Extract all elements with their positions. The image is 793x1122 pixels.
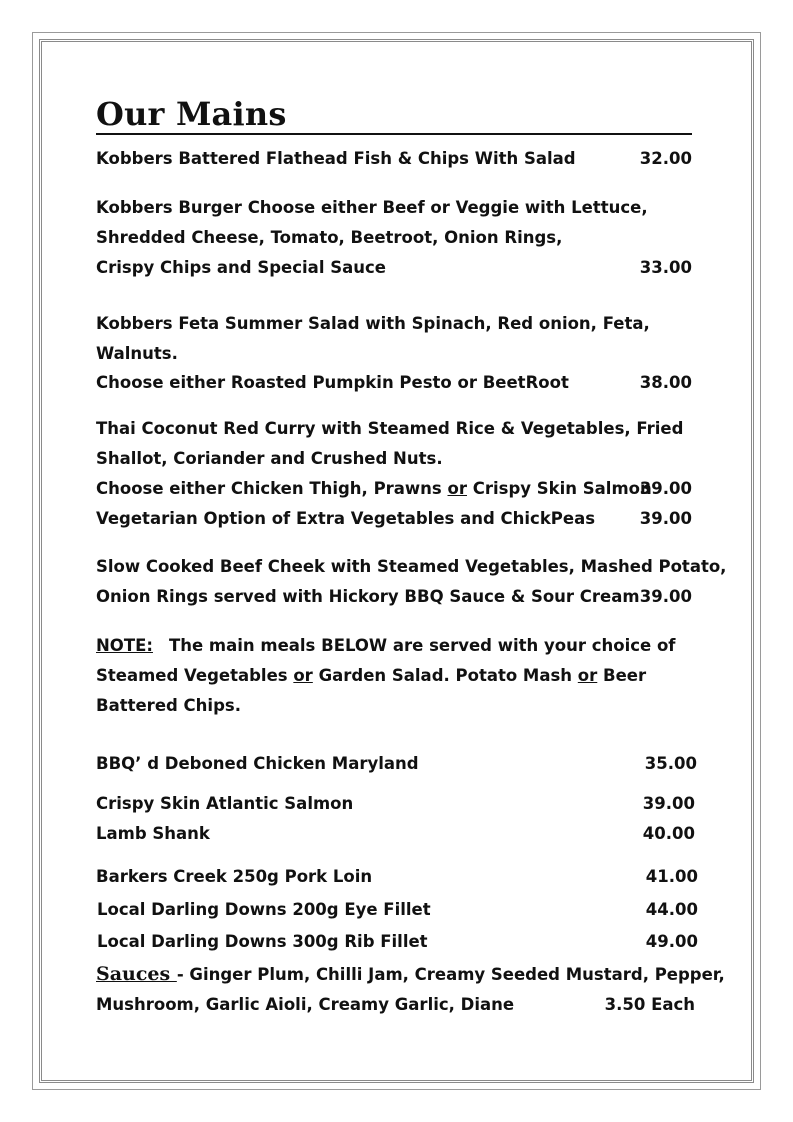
item-salad-line-2: Walnuts.: [96, 344, 178, 363]
page-title: Our Mains: [96, 95, 692, 135]
sauces-line-2: Mushroom, Garlic Aioli, Creamy Garlic, Diane: [96, 995, 515, 1014]
sauces-label: Sauces: [96, 963, 177, 985]
item-price: 39.00: [639, 509, 692, 528]
item-salad-line-3: Choose either Roasted Pumpkin Pesto or BeetRoot: [96, 373, 569, 392]
item-beef-cheek-line-2: Onion Rings served with Hickory BBQ Sauce & Sour Cream: [96, 587, 640, 606]
main-chicken-maryland: BBQ’ d Deboned Chicken Maryland: [96, 754, 419, 773]
or-underlined: or: [577, 666, 598, 685]
item-price: 41.00: [645, 867, 698, 886]
text: Beer: [597, 666, 647, 685]
item-fish-and-chips: Kobbers Battered Flathead Fish & Chips With Salad: [96, 149, 576, 168]
sauces-price: 3.50 Each: [604, 995, 695, 1014]
note-line-2: [96, 665, 646, 687]
item-price: 33.00: [639, 258, 692, 277]
text: The main meals BELOW are served with your choice of: [168, 636, 676, 655]
or-underlined: or: [293, 666, 313, 685]
item-curry-option-1: [96, 478, 652, 500]
text: - Ginger Plum, Chilli Jam, Creamy Seeded Mustard, Pepper,: [176, 965, 725, 984]
item-burger-line-2: Shredded Cheese, Tomato, Beetroot, Onion Rings,: [96, 228, 563, 247]
item-burger-line-1: Kobbers Burger Choose either Beef or Veggie with Lettuce,: [96, 198, 648, 217]
sauces-line-1: [96, 963, 725, 986]
item-price: 39.00: [639, 587, 692, 606]
main-rib-fillet: Local Darling Downs 300g Rib Fillet: [97, 932, 428, 951]
note-label: NOTE:: [96, 636, 153, 655]
item-curry-line-2: Shallot, Coriander and Crushed Nuts.: [96, 449, 443, 468]
main-eye-fillet: Local Darling Downs 200g Eye Fillet: [97, 900, 431, 919]
main-pork-loin: Barkers Creek 250g Pork Loin: [96, 867, 373, 886]
item-curry-option-2: Vegetarian Option of Extra Vegetables and ChickPeas: [96, 509, 596, 528]
note-line-1: [96, 635, 675, 657]
note-line-3: Battered Chips.: [96, 696, 241, 715]
item-price: 49.00: [645, 932, 698, 951]
main-atlantic-salmon: Crispy Skin Atlantic Salmon: [96, 794, 354, 813]
item-beef-cheek-line-1: Slow Cooked Beef Cheek with Steamed Vegetables, Mashed Potato,: [96, 557, 727, 576]
item-curry-line-1: Thai Coconut Red Curry with Steamed Rice & Vegetables, Fried: [96, 419, 684, 438]
item-price: 39.00: [639, 479, 692, 498]
text: Garden Salad. Potato Mash: [312, 666, 578, 685]
item-price: 35.00: [644, 754, 697, 773]
item-burger-line-3: Crispy Chips and Special Sauce: [96, 258, 386, 277]
item-price: 40.00: [642, 824, 695, 843]
item-price: 38.00: [639, 373, 692, 392]
text: Crispy Skin Salmon: [466, 479, 652, 498]
text: Steamed Vegetables: [96, 666, 294, 685]
item-price: 44.00: [645, 900, 698, 919]
item-price: 32.00: [639, 149, 692, 168]
item-salad-line-1: Kobbers Feta Summer Salad with Spinach, Red onion, Feta,: [96, 314, 650, 333]
main-lamb-shank: Lamb Shank: [96, 824, 210, 843]
text: Choose either Chicken Thigh, Prawns: [96, 479, 448, 498]
item-price: 39.00: [642, 794, 695, 813]
or-underlined: or: [447, 479, 467, 498]
